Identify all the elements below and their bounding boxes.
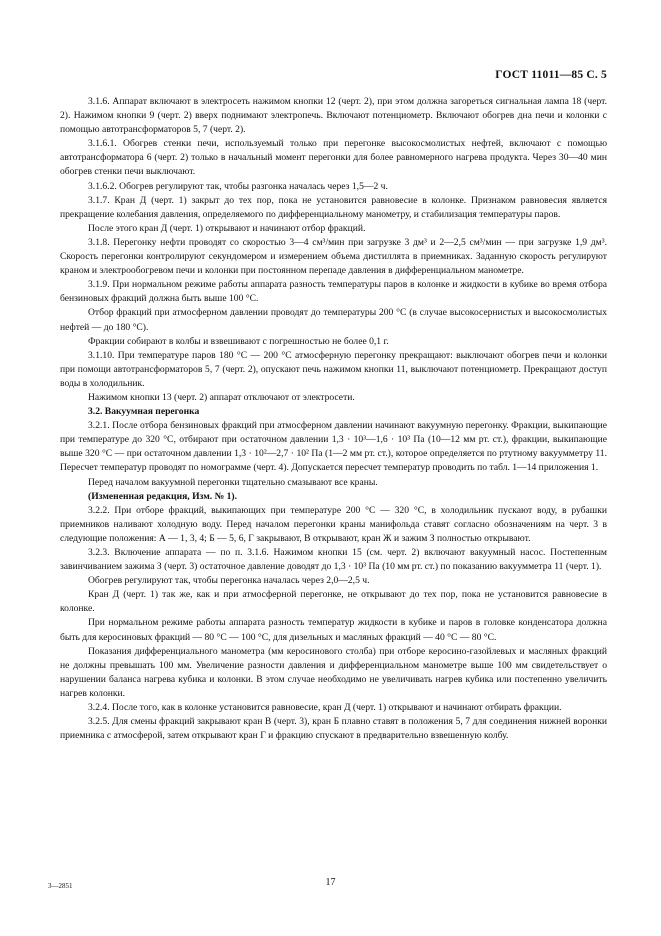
paragraph-3-2-2: 3.2.2. При отборе фракций, выкипающих при температуре 200 °С — 320 °С, в холодильник пускают воду, в рубашки приемников наливают холодную воду. Перед началом перегонки краны манифольда ставят согласно обозначениям на черт. 3 в следующие положения: А — 1, 3, 4; Б — 5, 6, Г закрывают, В открывают, кран Ж и зажим З полностью открывают. xyxy=(60,504,607,544)
paragraph-3-1-6-1: 3.1.6.1. Обогрев стенки печи, используемый только при перегонке высокосмолистых нефтей, включают с помощью автотрансформатора 6 (черт. 2) только в начальный момент перегонки для более равномерного нагрева продукта. Через 30—40 мин обогрев стенки печи выключают. xyxy=(60,138,607,178)
paragraph-3-2-3-manometer: Показания дифференциального манометра (мм керосинового столба) при отборе керосино-газойлевых и масляных фракций не должны превышать 100 мм. Увеличение разности давления и дифференциальном манометре выше 100 мм свидетельствует о нарушении баланса нагрева кубика и колонки. В этом случае необходимо не увеличивать нагрев кубика или постепенно увеличить нагрев колонки. xyxy=(60,645,607,699)
print-code: 3—2851 xyxy=(48,882,73,890)
paragraph-3-2-3-valve: Кран Д (черт. 1) так же, как и при атмосферной перегонке, не открывают до тех пор, пока не установится равновесие в колонке. xyxy=(60,589,607,615)
revision-note: (Измененная редакция, Изм. № 1). xyxy=(88,490,238,502)
paragraph-3-2-3-heating: Обогрев регулируют так, чтобы перегонка началась через 2,0—2,5 ч. xyxy=(88,575,370,587)
paragraph-3-1-9-fractions: Фракции собирают в колбы и взвешивают с погрешностью не более 0,1 г. xyxy=(88,335,389,347)
paragraph-3-1-7: 3.1.7. Кран Д (черт. 1) закрыт до тех пор, пока не установится равновесие в колонке. Признаком равновесия является прекращение колебания давления, определяемого по дифференциальному манометру, и стабилизация температуры паров. xyxy=(60,194,607,220)
paragraph-3-1-9: 3.1.9. При нормальном режиме работы аппарата разность температуры паров в колонке и жидкости в кубике во время отбора бензиновых фракций должна быть выше 100 °С. xyxy=(60,279,607,305)
section-heading-3-2: 3.2. Вакуумная перегонка xyxy=(88,406,200,418)
paragraph-3-1-6-2: 3.1.6.2. Обогрев регулируют так, чтобы разгонка началась через 1,5—2 ч. xyxy=(88,180,388,192)
paragraph-3-1-7-cont: После этого кран Д (черт. 1) открывают и начинают отбор фракций. xyxy=(88,222,366,234)
paragraph-3-2-1: 3.2.1. После отбора бензиновых фракций при атмосферном давлении начинают вакуумную перегонку. Фракции, выкипающие при температуре до 320 °С, отбирают при остаточном давлении 1,3 · 10³—1,6 · 10³ Па (10—12 мм рт. ст.), фракции, выкипающие выше 320 °С — при остаточном давлении 1,3 · 10²—2,7 · 10² Па (1—2 мм рт. ст.), которое определяется по ртутному вакуумметру 11. Пересчет температур проводят по номограмме (черт. 4). Допускается пересчет температур проводить по табл. 1—14 приложения 1. xyxy=(60,420,607,474)
paragraph-3-1-9-cont: Отбор фракций при атмосферном давлении проводят до температуры 200 °С (в случае высокосернистых и высокосмолистых нефтей — до 180 °С). xyxy=(60,307,607,333)
paragraph-3-2-3-temperature: При нормальном режиме работы аппарата разность температур жидкости в кубике и паров в головке конденсатора должна быть для керосиновых фракций — 80 °С — 100 °С, для дизельных и масляных фракций — 40 °С — 80 °С. xyxy=(60,617,607,643)
page-header: ГОСТ 11011—85 С. 5 xyxy=(495,69,607,81)
paragraph-3-1-6: 3.1.6. Аппарат включают в электросеть нажимом кнопки 12 (черт. 2), при этом должна загореться сигнальная лампа 18 (черт. 2). Нажимом кнопки 9 (черт. 2) вверх поднимают электропечь. Включают потенциометр. Включают обогрев дна печи и колонки с помощью автотрансформаторов 5, 7 (черт. 2). xyxy=(60,96,607,136)
paragraph-3-2-1-cont: Перед началом вакуумной перегонки тщательно смазывают все краны. xyxy=(88,476,378,488)
paragraph-3-2-5: 3.2.5. Для смены фракций закрывают кран В (черт. 3), кран Б плавно ставят в положения 5, 7 для соединения нижней воронки приемника с атмосферой, затем открывают кран Г и фракцию спускают в предварительно взвешенную колбу. xyxy=(60,716,607,742)
paragraph-3-1-10-cont: Нажимом кнопки 13 (черт. 2) аппарат отключают от электросети. xyxy=(88,391,355,403)
paragraph-3-2-3: 3.2.3. Включение аппарата — по п. 3.1.6. Нажимом кнопки 15 (см. черт. 2) включают вакуумный насос. Постепенным завинчиванием зажима З (черт. 3) остаточное давление доводят до 1,3 · 10³ Па (10 мм рт. ст.) по показанию вакуумметра 11 (черт. 1). xyxy=(60,547,607,573)
document-body xyxy=(60,95,607,743)
paragraph-3-1-10: 3.1.10. При температуре паров 180 °С — 200 °С атмосферную перегонку прекращают: выключают обогрев печи и колонки при помощи автотрансформаторов 5, 7 (черт. 2), опускают печь нажимом кнопки 11, выключают потенциометр. Прекращают доступ воды в холодильник. xyxy=(60,349,607,389)
page-number: 17 xyxy=(325,877,336,888)
paragraph-3-1-8: 3.1.8. Перегонку нефти проводят со скоростью 3—4 см³/мин при загрузке 3 дм³ и 2—2,5 см³/мин — при загрузке 1,9 дм³. Скорость перегонки контролируют секундомером и измерением объема дистиллята в приемниках. Заданную скорость регулируют краном и электрообогревом печи и колонки при постоянном перепаде давления в дифференциальном манометре. xyxy=(60,236,607,277)
paragraph-3-2-4: 3.2.4. После того, как в колонке установится равновесие, кран Д (черт. 1) открывают и начинают отбирать фракции. xyxy=(88,702,562,714)
